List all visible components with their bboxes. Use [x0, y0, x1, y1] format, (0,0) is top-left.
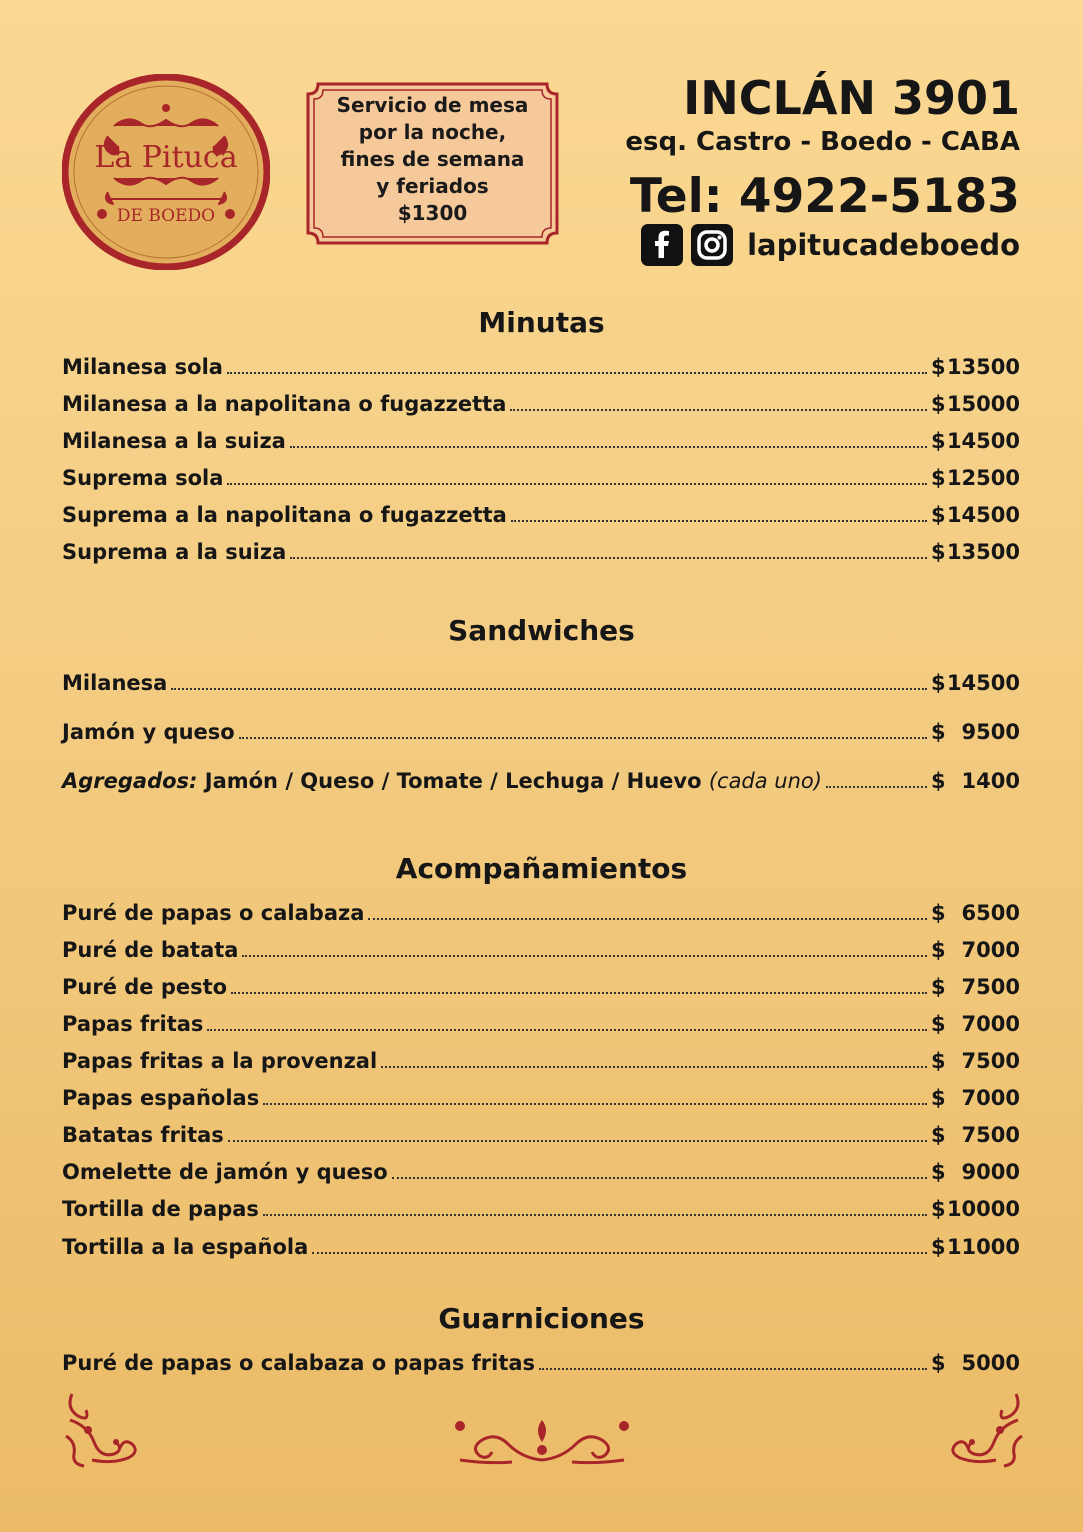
logo-title: La Pituca	[94, 140, 238, 175]
leader-dots	[242, 953, 927, 957]
price-value: 7500	[961, 1123, 1020, 1147]
item-name: Batatas fritas	[62, 1123, 224, 1147]
item-price	[931, 1084, 1020, 1112]
item-name: Suprema sola	[62, 466, 224, 490]
currency: $	[931, 901, 946, 925]
leader-dots	[239, 735, 927, 739]
currency: $	[931, 429, 946, 453]
leader-dots	[290, 444, 927, 448]
address: INCLÁN 3901	[683, 71, 1020, 125]
currency: $	[931, 1012, 946, 1036]
item-price	[931, 899, 1020, 927]
section-title-guarniciones: Guarniciones	[438, 1302, 645, 1335]
item-name: Puré de papas o calabaza o papas fritas	[62, 1351, 536, 1375]
menu-item	[62, 353, 1020, 381]
item-name: Omelette de jamón y queso	[62, 1160, 388, 1184]
item-name: Suprema a la suiza	[62, 540, 287, 564]
item-price	[931, 1121, 1020, 1149]
address-corner: esq. Castro - Boedo - CABA	[625, 127, 1020, 157]
currency: $	[931, 355, 946, 379]
section-title-sandwiches: Sandwiches	[448, 614, 635, 647]
currency: $	[931, 503, 946, 527]
leader-dots	[312, 1250, 927, 1254]
center-ornament-icon	[452, 1414, 632, 1470]
item-price	[931, 1349, 1020, 1377]
price-value: 7000	[961, 1012, 1020, 1036]
price-value: 10000	[946, 1197, 1020, 1221]
menu-item	[62, 1158, 1020, 1186]
social-handle[interactable]: lapitucadeboedo	[747, 228, 1020, 262]
item-price	[931, 538, 1020, 566]
menu-item	[62, 1084, 1020, 1112]
leader-dots	[511, 518, 927, 522]
leader-dots	[207, 1027, 927, 1031]
menu-item	[62, 390, 1020, 418]
section-title-acompanamientos: Acompañamientos	[395, 852, 688, 885]
price-value: 15000	[946, 392, 1020, 416]
item-price	[931, 718, 1020, 746]
currency: $	[931, 1235, 946, 1259]
item-price	[931, 1047, 1020, 1075]
leader-dots	[510, 407, 927, 411]
currency: $	[931, 1160, 946, 1184]
item-name: Milanesa a la napolitana o fugazzetta	[62, 392, 507, 416]
item-price	[931, 1010, 1020, 1038]
extras-name	[62, 767, 822, 795]
leader-dots	[263, 1101, 927, 1105]
item-price	[931, 353, 1020, 381]
item-name: Jamón y queso	[62, 720, 235, 744]
currency: $	[931, 1197, 946, 1221]
currency: $	[931, 466, 946, 490]
price-value: 13500	[946, 355, 1020, 379]
item-name: Milanesa sola	[62, 355, 223, 379]
item-name: Papas fritas	[62, 1012, 204, 1036]
price-value: 13500	[946, 540, 1020, 564]
facebook-icon[interactable]	[641, 224, 683, 266]
menu-item	[62, 464, 1020, 492]
currency: $	[931, 392, 946, 416]
currency: $	[931, 975, 946, 999]
corner-ornament-right-icon	[944, 1390, 1026, 1470]
price-value: 7000	[961, 1086, 1020, 1110]
price-value: 6500	[961, 901, 1020, 925]
currency: $	[931, 720, 946, 744]
item-name: Tortilla de papas	[62, 1197, 259, 1221]
item-price	[931, 1158, 1020, 1186]
menu-item	[62, 899, 1020, 927]
currency: $	[931, 1086, 946, 1110]
price-value: 9500	[961, 720, 1020, 744]
extras-label: Agregados:	[62, 769, 198, 793]
menu-item	[62, 1121, 1020, 1149]
leader-dots	[368, 916, 927, 920]
price-value: 12500	[946, 466, 1020, 490]
item-price	[931, 427, 1020, 455]
item-name: Tortilla a la española	[62, 1235, 309, 1259]
service-price: $1300	[397, 201, 468, 225]
item-price	[931, 1195, 1020, 1223]
service-text	[306, 92, 559, 227]
leader-dots	[826, 784, 927, 788]
item-price	[931, 501, 1020, 529]
leader-dots	[231, 990, 927, 994]
leader-dots	[381, 1064, 927, 1068]
corner-ornament-left-icon	[62, 1390, 144, 1470]
item-name: Suprema a la napolitana o fugazzetta	[62, 503, 507, 527]
item-price	[931, 1233, 1020, 1261]
extras-note: (cada uno)	[708, 769, 822, 793]
currency: $	[931, 1123, 946, 1147]
item-price	[931, 669, 1020, 697]
menu-item	[62, 1047, 1020, 1075]
price-value: 1400	[961, 769, 1020, 793]
menu-item	[62, 1010, 1020, 1038]
item-name: Papas fritas a la provenzal	[62, 1049, 378, 1073]
logo-subtitle: DE BOEDO	[116, 206, 216, 226]
price-value: 7500	[961, 1049, 1020, 1073]
price-value: 5000	[961, 1351, 1020, 1375]
leader-dots	[227, 370, 927, 374]
item-price	[931, 767, 1020, 795]
item-name: Puré de pesto	[62, 975, 228, 999]
currency: $	[931, 938, 946, 962]
menu-item	[62, 718, 1020, 746]
currency: $	[931, 671, 946, 695]
menu-item	[62, 538, 1020, 566]
currency: $	[931, 540, 946, 564]
item-name: Milanesa a la suiza	[62, 429, 286, 453]
menu-item	[62, 973, 1020, 1001]
price-value: 9000	[961, 1160, 1020, 1184]
social-row	[641, 224, 1020, 266]
leader-dots	[228, 1138, 927, 1142]
menu-item	[62, 669, 1020, 697]
price-value: 14500	[946, 671, 1020, 695]
item-name: Puré de papas o calabaza	[62, 901, 365, 925]
extras-row	[62, 767, 1020, 795]
price-value: 14500	[946, 503, 1020, 527]
item-price	[931, 936, 1020, 964]
leader-dots	[539, 1366, 927, 1370]
la-pituca-logo	[62, 74, 270, 270]
menu-item	[62, 936, 1020, 964]
price-value: 11000	[946, 1235, 1020, 1259]
item-price	[931, 973, 1020, 1001]
currency: $	[931, 1049, 946, 1073]
item-price	[931, 464, 1020, 492]
section-title-minutas: Minutas	[478, 306, 605, 339]
price-value: 7000	[961, 938, 1020, 962]
service-line: Servicio de mesa	[336, 93, 529, 117]
service-line: fines de semana	[340, 147, 525, 171]
leader-dots	[290, 555, 927, 559]
leader-dots	[263, 1212, 927, 1216]
menu-item	[62, 1349, 1020, 1377]
leader-dots	[392, 1175, 927, 1179]
price-value: 14500	[946, 429, 1020, 453]
item-name: Milanesa	[62, 671, 168, 695]
item-price	[931, 390, 1020, 418]
menu-item	[62, 501, 1020, 529]
menu-item	[62, 1233, 1020, 1261]
leader-dots	[227, 481, 927, 485]
price-value: 7500	[961, 975, 1020, 999]
menu-item	[62, 427, 1020, 455]
service-line: y feriados	[376, 174, 489, 198]
phone-number: Tel: 4922-5183	[629, 169, 1020, 224]
instagram-icon[interactable]	[691, 224, 733, 266]
currency: $	[931, 769, 946, 793]
item-name: Papas españolas	[62, 1086, 260, 1110]
currency: $	[931, 1351, 946, 1375]
item-name: Puré de batata	[62, 938, 239, 962]
menu-item	[62, 1195, 1020, 1223]
service-line: por la noche,	[358, 120, 507, 144]
leader-dots	[171, 686, 927, 690]
extras-items: Jamón / Queso / Tomate / Lechuga / Huevo	[204, 769, 702, 793]
